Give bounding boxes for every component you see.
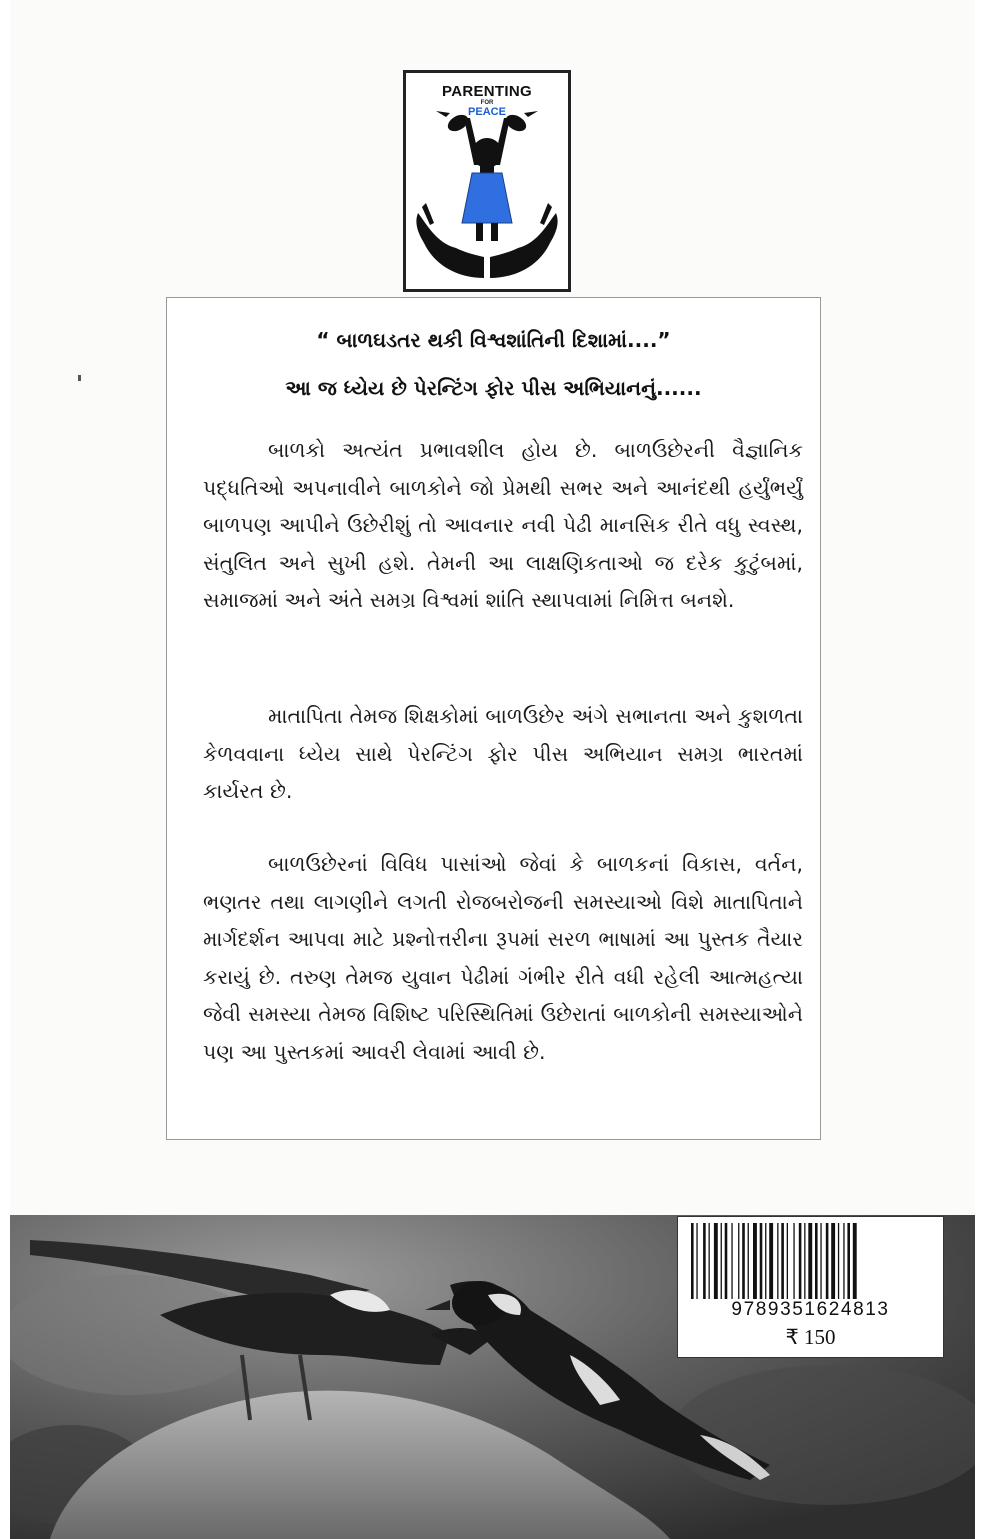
barcode-bar <box>765 1223 766 1299</box>
barcode-bars <box>691 1223 931 1301</box>
isbn-number: 9789351624813 <box>731 1299 890 1320</box>
barcode-bar <box>793 1223 794 1299</box>
barcode-bar <box>777 1223 778 1299</box>
barcode-bar <box>769 1223 773 1299</box>
logo-for: FOR <box>480 100 494 106</box>
barcode-bar <box>815 1223 818 1299</box>
barcode-bar <box>843 1223 844 1299</box>
price-label: ₹ 150 <box>785 1325 836 1349</box>
blurb-box <box>166 297 821 1140</box>
parenting-for-peace-logo <box>403 70 571 292</box>
barcode-bar <box>838 1223 839 1299</box>
barcode-bar <box>760 1223 763 1299</box>
barcode-bar <box>831 1223 835 1299</box>
barcode-bar <box>742 1223 745 1299</box>
barcode-bar <box>853 1223 857 1299</box>
barcode-bar <box>714 1223 718 1299</box>
barcode-bar <box>748 1223 749 1299</box>
logo-title: PARENTING <box>442 83 532 100</box>
barcode-bar <box>703 1223 706 1299</box>
logo-peace: PEACE <box>468 106 506 118</box>
barcode-bar <box>820 1223 821 1299</box>
barcode-bar <box>721 1223 722 1299</box>
barcode-bar <box>725 1223 728 1299</box>
print-speck <box>78 375 81 381</box>
barcode-bar <box>826 1223 829 1299</box>
barcode-bar <box>799 1223 802 1299</box>
barcode-bar <box>731 1223 732 1299</box>
barcode-bar <box>781 1223 784 1299</box>
barcode-bar <box>709 1223 710 1299</box>
quote-heading: “ બાળઘડતર થકી વિશ્વશાંતિની દિશામાં....” <box>316 328 671 352</box>
paragraph-1: બાળકો અત્યંત પ્રભાવશીલ હોય છે. બાળઉછેરની વૈજ્ઞાનિક પદ્ધતિઓ અપનાવીને બાળકોને જો પ્રેમથી સભર અને આનંદથી હર્યુંભર્યું બાળપણ આપીને ઉછેરીશું તો આવનાર નવી પેઢી માનસિક રીતે વધુ સ્વસ્થ, સંતુલિત અને સુખી હશે. તેમની આ લાક્ષણિકતાઓ જ દરેક કુટુંબમાં, સમાજમાં અને અંતે સમગ્ર વિશ્વમાં શાંતિ સ્થાપવામાં નિમિત્ત બનશે. <box>203 438 803 612</box>
barcode-bar <box>738 1223 739 1299</box>
barcode-bar <box>691 1223 694 1299</box>
isbn-barcode <box>677 1216 944 1358</box>
barcode-bar <box>787 1223 788 1299</box>
paragraph-3: બાળઉછેરનાં વિવિધ પાસાંઓ જેવાં કે બાળકનાં વિકાસ, વર્તન, ભણતર તથા લાગણીને લગતી રોજબરોજની સમસ્યાઓ વિશે માતાપિતાને માર્ગદર્શન આપવા માટે પ્રશ્નોત્તરીના રૂપમાં સરળ ભાષામાં આ પુસ્તક તૈયાર કરાયું છે. તરુણ તેમજ યુવાન પેઢીમાં ગંભીર રીતે વધી રહેલી આત્મહત્યા જેવી સમસ્યા તેમજ વિશિષ્ટ પરિસ્થિતિમાં ઉછેરાતાં બાળકોની સમસ્યાઓને પણ આ પુસ્તકમાં આવરી લેવામાં આવી છે. <box>203 852 803 1064</box>
barcode-bar <box>804 1223 805 1299</box>
barcode-bar <box>753 1223 757 1299</box>
barcode-bar <box>808 1223 812 1299</box>
slogan-heading: આ જ ધ્યેય છે પેરન્ટિંગ ફોર પીસ અભિયાનનું...... <box>285 376 702 400</box>
paragraph-2: માતાપિતા તેમજ શિક્ષકોમાં બાળઉછેર અંગે સભાનતા અને કુશળતા કેળવવાના ધ્યેય સાથે પેરન્ટિંગ ફોર પીસ અભિયાન સમગ્ર ભારતમાં કાર્યરત છે. <box>203 704 803 803</box>
barcode-bar <box>696 1223 697 1299</box>
barcode-bar <box>847 1223 850 1299</box>
